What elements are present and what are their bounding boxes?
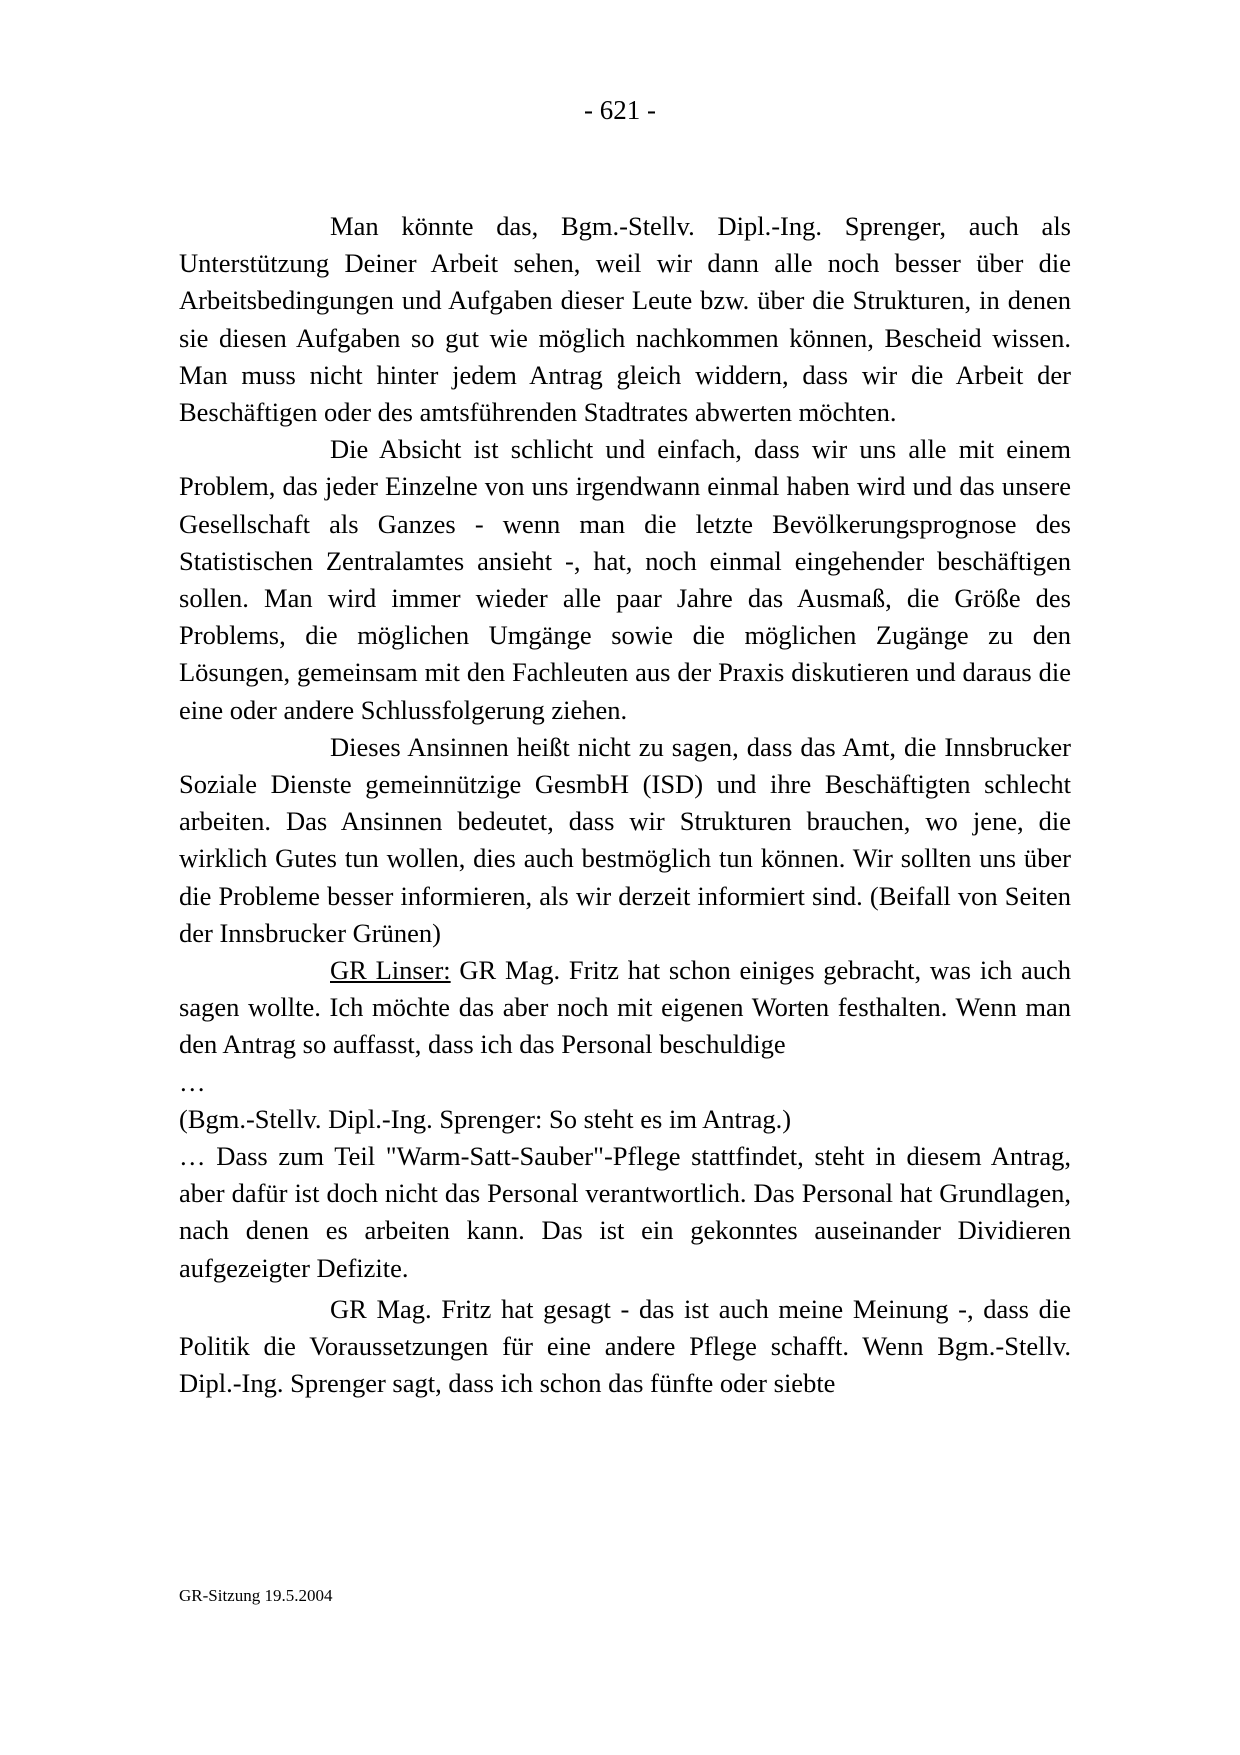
paragraph-speech (179, 952, 1071, 1064)
paragraph: Man könnte das, Bgm.-Stellv. Dipl.-Ing. Sprenger, auch als Unterstützung Deiner Arbeit sehen, weil wir dann alle noch besser über die Arbeitsbedingungen und Aufgaben dieser Leute bzw. über die Strukturen, in denen sie diesen Aufgaben so gut wie möglich nachkommen können, Bescheid wissen. Man muss nicht hinter jedem Antrag gleich widdern, dass wir die Arbeit der Beschäftigen oder des amtsführenden Stadtrates abwerten möchten. (179, 211, 1071, 428)
footer-session-date: GR-Sitzung 19.5.2004 (179, 1586, 333, 1605)
document-body (179, 208, 1071, 1403)
paragraph: Dieses Ansinnen heißt nicht zu sagen, dass das Amt, die Innsbrucker Soziale Dienste gemeinnützige GesmbH (ISD) und ihre Beschäftigten schlecht arbeiten. Das Ansinnen bedeutet, dass wir Strukturen brauchen, wo jene, die wirklich Gutes tun wollen, dies auch bestmöglich tun können. Wir sollten uns über die Probleme besser informieren, als wir derzeit informiert sind. (Beifall von Seiten der Innsbrucker Grünen) (179, 731, 1071, 948)
paragraph: … Dass zum Teil "Warm-Satt-Sauber"-Pflege stattfindet, steht in diesem Antrag, aber dafür ist doch nicht das Personal verantwortlich. Das Personal hat Grundlagen, nach denen es arbeiten kann. Das ist ein gekonntes auseinander Dividieren aufgezeigter Defizite. (179, 1141, 1071, 1283)
ellipsis-line: … (179, 1066, 206, 1097)
paragraph: GR Mag. Fritz hat gesagt - das ist auch meine Meinung -, dass die Politik die Voraussetzungen für eine andere Pflege schafft. Wenn Bgm.-Stellv. Dipl.-Ing. Sprenger sagt, dass ich schon das fünfte oder siebte (179, 1293, 1071, 1399)
page-number: - 621 - (584, 95, 656, 125)
speaker-name: GR Linser: (330, 955, 451, 986)
paragraph: Die Absicht ist schlicht und einfach, dass wir uns alle mit einem Problem, das jeder Einzelne von uns irgendwann einmal haben wird und das unsere Gesellschaft als Ganzes - wenn man die letzte Bevölkerungsprognose des Statistischen Zentralamtes ansieht -, hat, noch einmal eingehender beschäftigen sollen. Man wird immer wieder alle paar Jahre das Ausmaß, die Größe des Problems, die möglichen Umgänge sowie die möglichen Zugänge zu den Lösungen, gemeinsam mit den Fachleuten aus der Praxis diskutieren und daraus die eine oder andere Schlussfolgerung ziehen. (179, 434, 1071, 725)
speech-text: GR Mag. Fritz hat schon einiges gebracht, was ich auch sagen wollte. Ich möchte das aber noch mit eigenen Worten festhalten. Wenn man den Antrag so auffasst, dass ich das Personal beschuldige (179, 955, 1071, 1060)
interjection: (Bgm.-Stellv. Dipl.-Ing. Sprenger: So steht es im Antrag.) (179, 1103, 792, 1134)
